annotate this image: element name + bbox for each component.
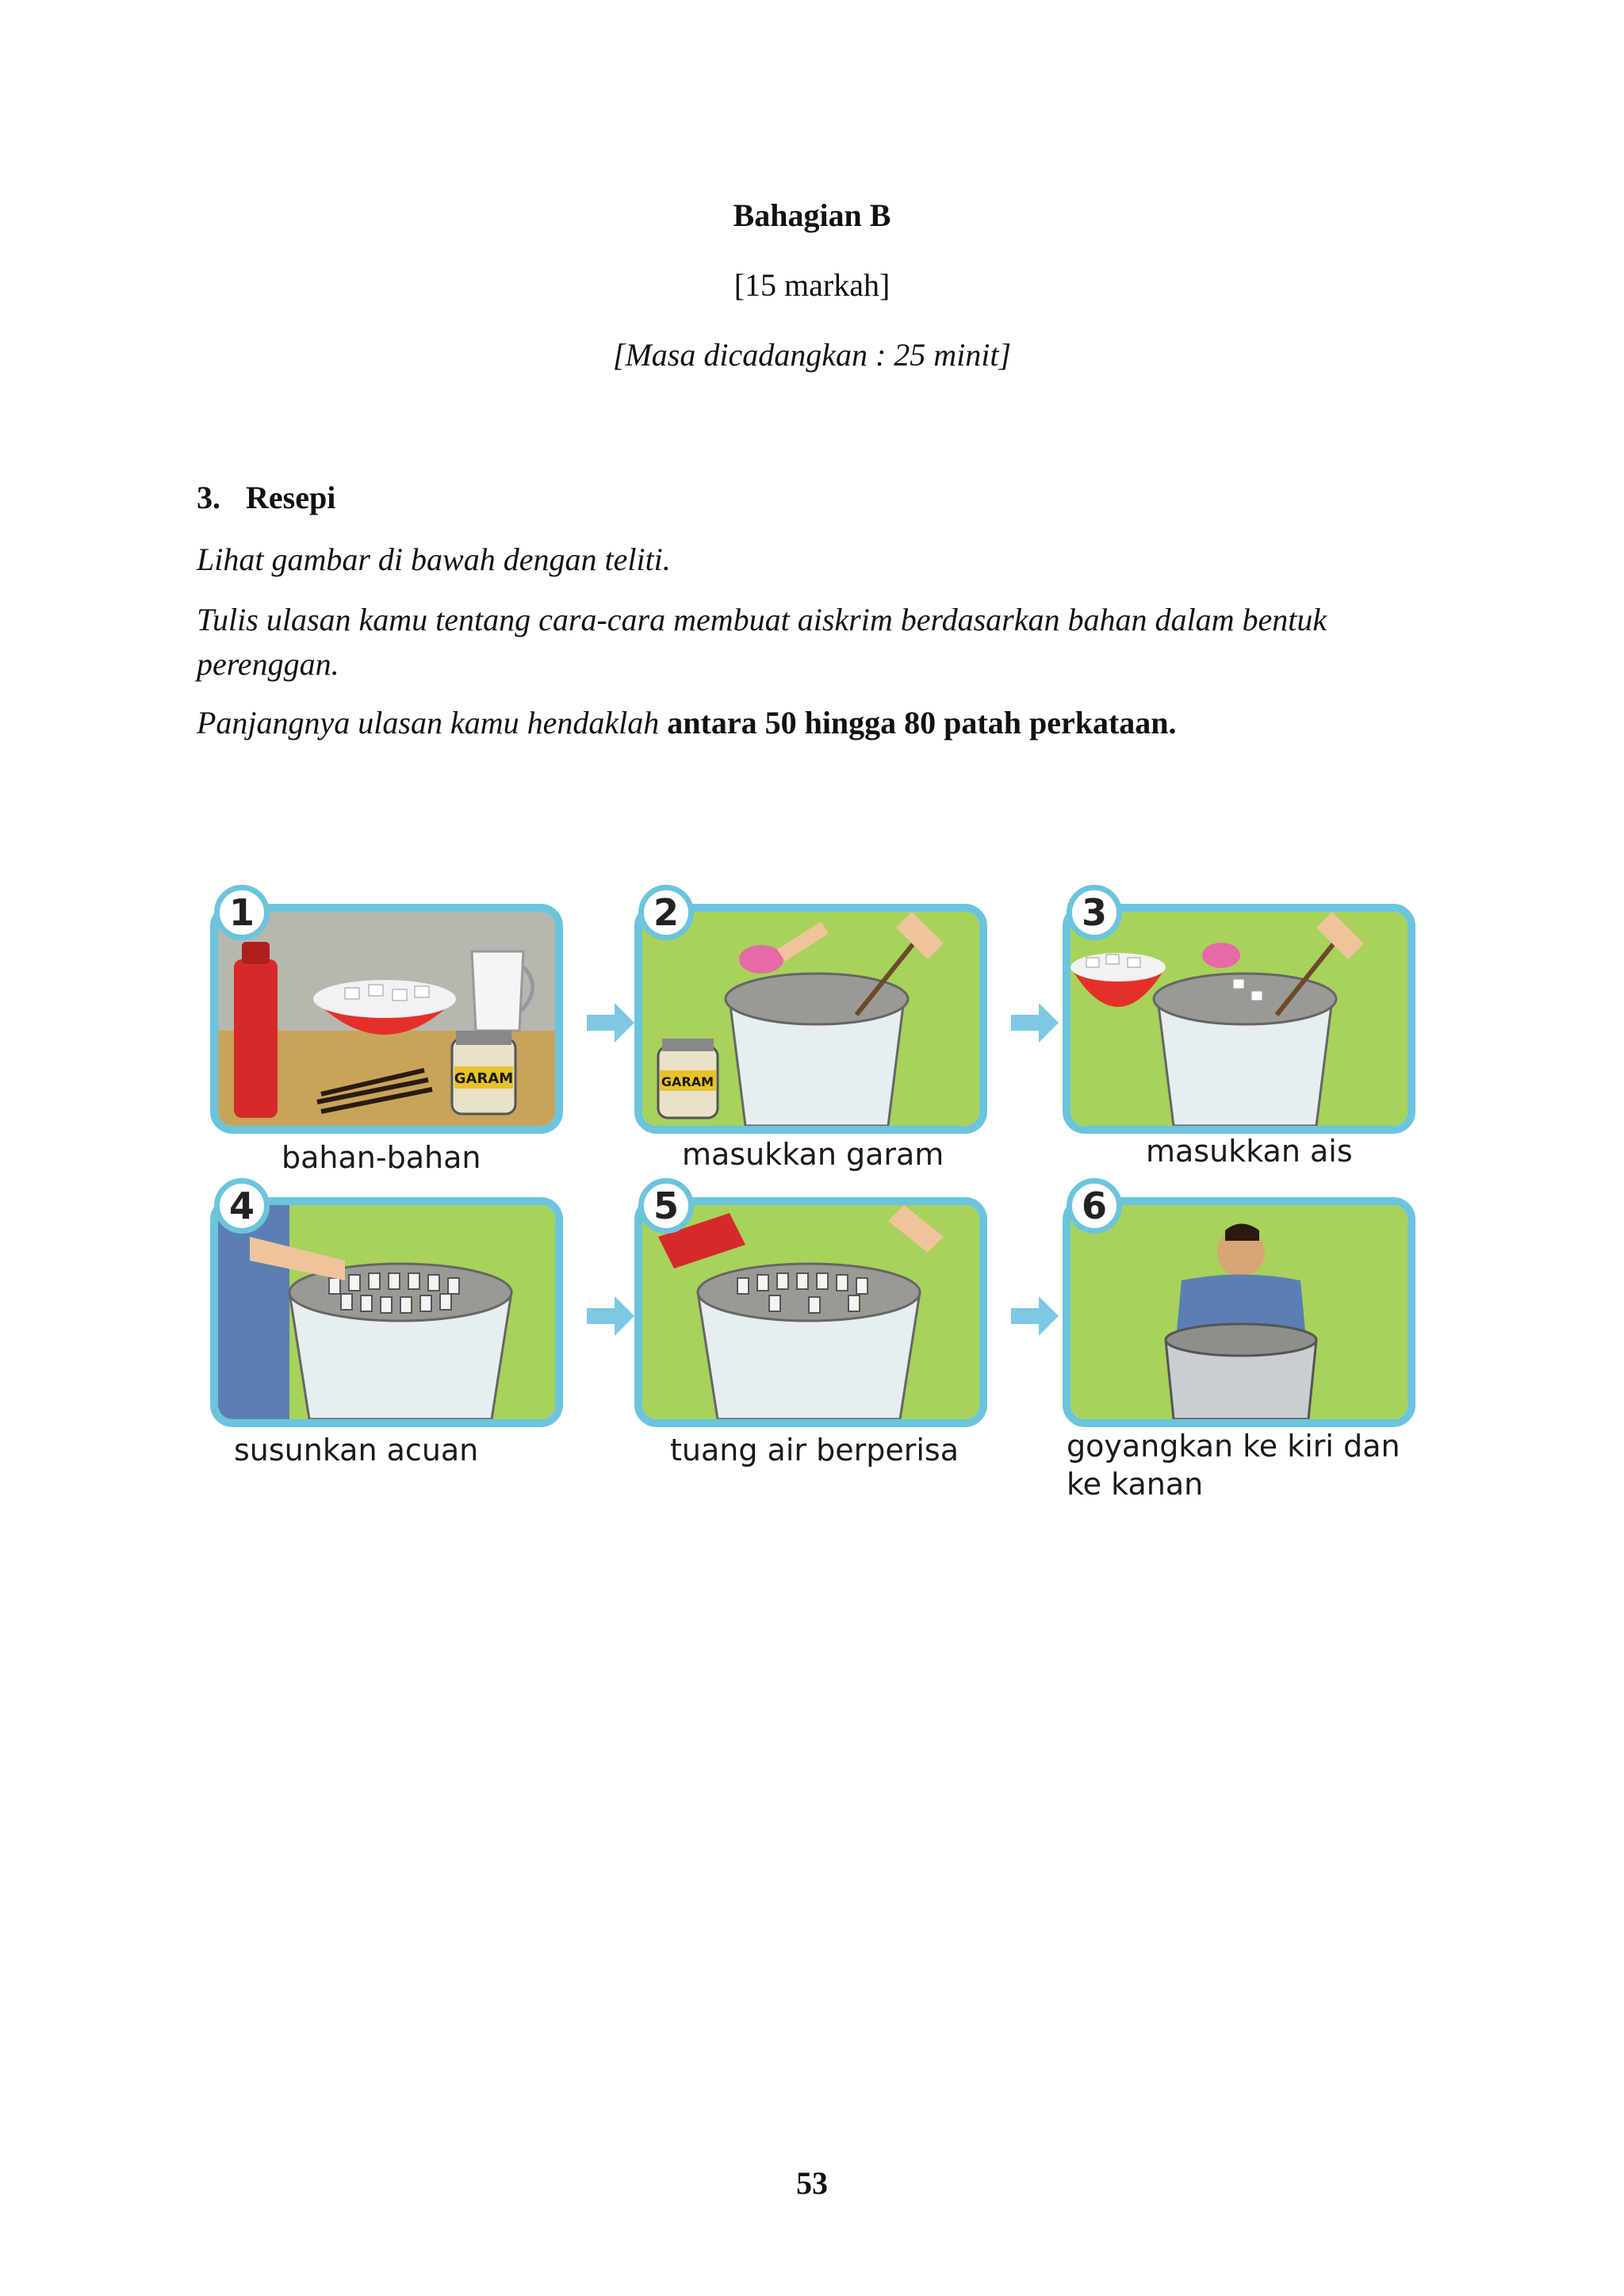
arrow-right-icon (587, 1296, 634, 1336)
question-number: 3. (197, 480, 220, 515)
step-6-caption: goyangkan ke kiri dan ke kanan (1067, 1429, 1400, 1502)
step-1-badge: 1 (214, 885, 270, 940)
question-heading (197, 476, 1434, 520)
salt-jar-label-2: GARAM (661, 1074, 714, 1089)
page-number: 53 (796, 2165, 828, 2201)
step-5-badge: 5 (638, 1178, 694, 1234)
arrow-right-icon (1011, 1003, 1059, 1043)
shaking-container-illustration (1071, 1205, 1408, 1419)
instruction-3 (197, 701, 1434, 745)
marks-label: [15 markah] (733, 267, 891, 303)
step-4-badge: 4 (214, 1178, 270, 1234)
step-2-badge: 2 (638, 885, 694, 940)
instruction-3-prefix: Panjangnya ulasan kamu hendaklah (197, 705, 660, 740)
step-5-caption: tuang air berperisa (670, 1433, 959, 1468)
step-6-badge: 6 (1067, 1178, 1122, 1234)
pouring-flavoured-water-illustration (642, 1205, 979, 1419)
adding-salt-illustration (642, 912, 979, 1126)
step-1-panel (210, 904, 563, 1134)
question-title: Resepi (246, 480, 336, 515)
ingredients-illustration (218, 912, 555, 1126)
adding-ice-illustration (1071, 912, 1408, 1126)
step-5-panel (634, 1197, 987, 1427)
salt-jar-label: GARAM (454, 1070, 514, 1087)
recipe-steps-figure (198, 880, 1435, 1514)
arrow-right-icon (587, 1003, 634, 1043)
section-title: Bahagian B (733, 197, 891, 233)
step-3-caption: masukkan ais (1146, 1134, 1353, 1169)
step-4-panel (210, 1197, 563, 1427)
time-suggested: [Masa dicadangkan : 25 minit] (612, 337, 1012, 373)
instruction-3-bold: antara 50 hingga 80 patah perkataan. (667, 705, 1177, 740)
step-6-panel (1063, 1197, 1415, 1427)
step-2-panel (634, 904, 987, 1134)
arranging-molds-illustration (218, 1205, 555, 1419)
arrow-right-icon (1011, 1296, 1059, 1336)
step-4-caption: susunkan acuan (234, 1433, 479, 1468)
instruction-2: Tulis ulasan kamu tentang cara-cara membuat aiskrim berdasarkan bahan dalam bentuk perenggan. (197, 602, 1327, 682)
instruction-1: Lihat gambar di bawah dengan teliti. (197, 541, 671, 577)
step-2-caption: masukkan garam (682, 1137, 944, 1172)
step-3-panel (1063, 904, 1415, 1134)
step-1-caption: bahan-bahan (282, 1140, 481, 1175)
step-3-badge: 3 (1067, 885, 1122, 940)
